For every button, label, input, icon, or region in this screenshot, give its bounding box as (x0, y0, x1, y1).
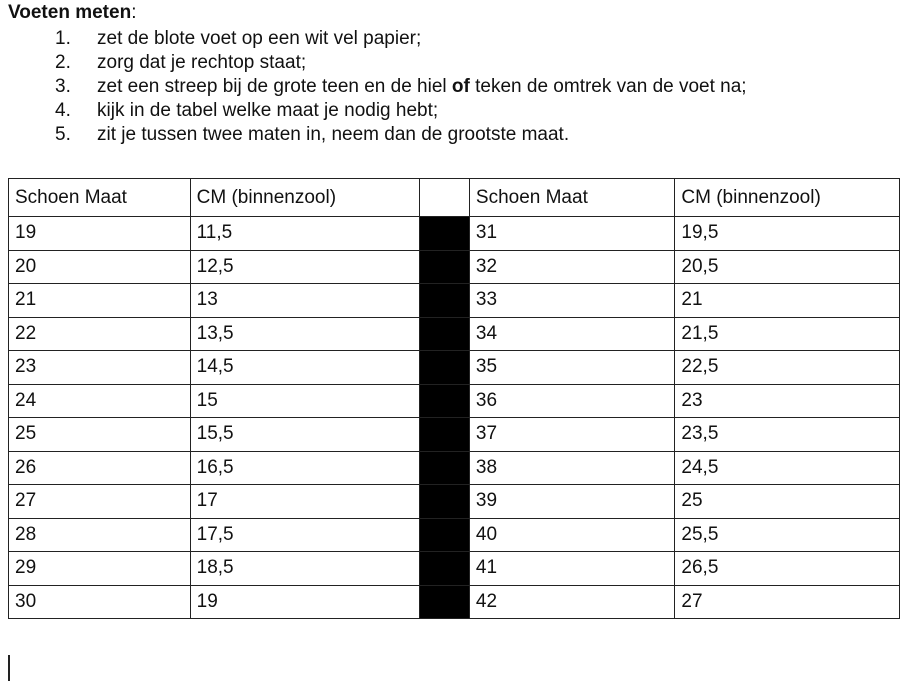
shoe-size-cell-left: 30 (9, 585, 191, 619)
step-text: kijk in de tabel welke maat je nodig hebt; (97, 100, 439, 121)
header-shoe-size-left: Schoen Maat (9, 179, 191, 217)
table-row (9, 518, 900, 552)
shoe-size-cell-left: 26 (9, 451, 191, 485)
shoe-size-cell-left: 22 (9, 317, 191, 351)
separator-cell (420, 485, 470, 519)
cm-cell-left: 15,5 (190, 418, 420, 452)
table-row (9, 317, 900, 351)
shoe-size-cell-left: 19 (9, 217, 191, 251)
cm-cell-left: 14,5 (190, 351, 420, 385)
table-header-row (9, 179, 900, 217)
step-number: 1. (55, 28, 71, 49)
cm-cell-left: 19 (190, 585, 420, 619)
instruction-step (55, 123, 747, 147)
shoe-size-cell-left: 24 (9, 384, 191, 418)
shoe-size-cell-right: 31 (469, 217, 675, 251)
shoe-size-cell-right: 41 (469, 552, 675, 586)
separator-cell (420, 518, 470, 552)
header-cm-left: CM (binnenzool) (190, 179, 420, 217)
shoe-size-cell-right: 32 (469, 250, 675, 284)
instruction-step (55, 51, 747, 75)
shoe-size-cell-left: 20 (9, 250, 191, 284)
instruction-step (55, 99, 747, 123)
shoe-size-cell-left: 27 (9, 485, 191, 519)
separator-cell (420, 451, 470, 485)
shoe-size-cell-left: 21 (9, 284, 191, 318)
cm-cell-left: 15 (190, 384, 420, 418)
header-shoe-size-right: Schoen Maat (469, 179, 675, 217)
shoe-size-cell-right: 35 (469, 351, 675, 385)
cm-cell-left: 13,5 (190, 317, 420, 351)
cm-cell-left: 16,5 (190, 451, 420, 485)
cm-cell-right: 23 (675, 384, 900, 418)
shoe-size-cell-left: 25 (9, 418, 191, 452)
cm-cell-right: 27 (675, 585, 900, 619)
cm-cell-right: 24,5 (675, 451, 900, 485)
instruction-step (55, 75, 747, 99)
instruction-step (55, 27, 747, 51)
step-number: 4. (55, 100, 71, 121)
instruction-list (55, 27, 747, 147)
cm-cell-right: 22,5 (675, 351, 900, 385)
cm-cell-right: 25 (675, 485, 900, 519)
step-number: 3. (55, 76, 71, 97)
cm-cell-left: 17 (190, 485, 420, 519)
separator-cell (420, 317, 470, 351)
cm-cell-left: 18,5 (190, 552, 420, 586)
shoe-size-table (8, 178, 900, 619)
table-row (9, 384, 900, 418)
shoe-size-cell-right: 36 (469, 384, 675, 418)
step-text: zorg dat je rechtop staat; (97, 52, 307, 73)
shoe-size-cell-left: 28 (9, 518, 191, 552)
separator-cell (420, 418, 470, 452)
cm-cell-left: 12,5 (190, 250, 420, 284)
step-number: 5. (55, 124, 71, 145)
separator-cell (420, 384, 470, 418)
step-text-after: teken de omtrek van de voet na; (469, 76, 747, 97)
shoe-size-cell-right: 39 (469, 485, 675, 519)
shoe-size-cell-right: 37 (469, 418, 675, 452)
shoe-size-cell-left: 23 (9, 351, 191, 385)
page-title-colon: : (131, 2, 137, 23)
table-row (9, 351, 900, 385)
step-number: 2. (55, 52, 71, 73)
page-title: Voeten meten (8, 2, 132, 23)
cm-cell-right: 20,5 (675, 250, 900, 284)
shoe-size-cell-left: 29 (9, 552, 191, 586)
table-row (9, 585, 900, 619)
shoe-size-cell-right: 33 (469, 284, 675, 318)
step-text-before: zet een streep bij de grote teen en de hiel (97, 76, 452, 97)
separator-cell (420, 351, 470, 385)
cm-cell-right: 23,5 (675, 418, 900, 452)
step-text: zet de blote voet op een wit vel papier; (97, 28, 422, 49)
table-row (9, 552, 900, 586)
cm-cell-right: 26,5 (675, 552, 900, 586)
header-separator-cell (420, 179, 470, 217)
shoe-size-cell-right: 34 (469, 317, 675, 351)
separator-cell (420, 217, 470, 251)
separator-cell (420, 552, 470, 586)
table-row (9, 217, 900, 251)
cm-cell-right: 21 (675, 284, 900, 318)
cm-cell-right: 19,5 (675, 217, 900, 251)
cm-cell-right: 21,5 (675, 317, 900, 351)
separator-cell (420, 585, 470, 619)
shoe-size-cell-right: 38 (469, 451, 675, 485)
table-row (9, 451, 900, 485)
step-emphasis: of (451, 76, 470, 97)
table-row (9, 485, 900, 519)
table-row (9, 284, 900, 318)
shoe-size-cell-right: 42 (469, 585, 675, 619)
cm-cell-left: 17,5 (190, 518, 420, 552)
separator-cell (420, 284, 470, 318)
cm-cell-left: 13 (190, 284, 420, 318)
table-row (9, 418, 900, 452)
page-heading (8, 2, 136, 24)
cm-cell-right: 25,5 (675, 518, 900, 552)
table-trailing-border (8, 655, 10, 681)
separator-cell (420, 250, 470, 284)
step-text: zit je tussen twee maten in, neem dan de grootste maat. (97, 124, 570, 145)
table-row (9, 250, 900, 284)
header-cm-right: CM (binnenzool) (675, 179, 900, 217)
cm-cell-left: 11,5 (190, 217, 420, 251)
shoe-size-cell-right: 40 (469, 518, 675, 552)
